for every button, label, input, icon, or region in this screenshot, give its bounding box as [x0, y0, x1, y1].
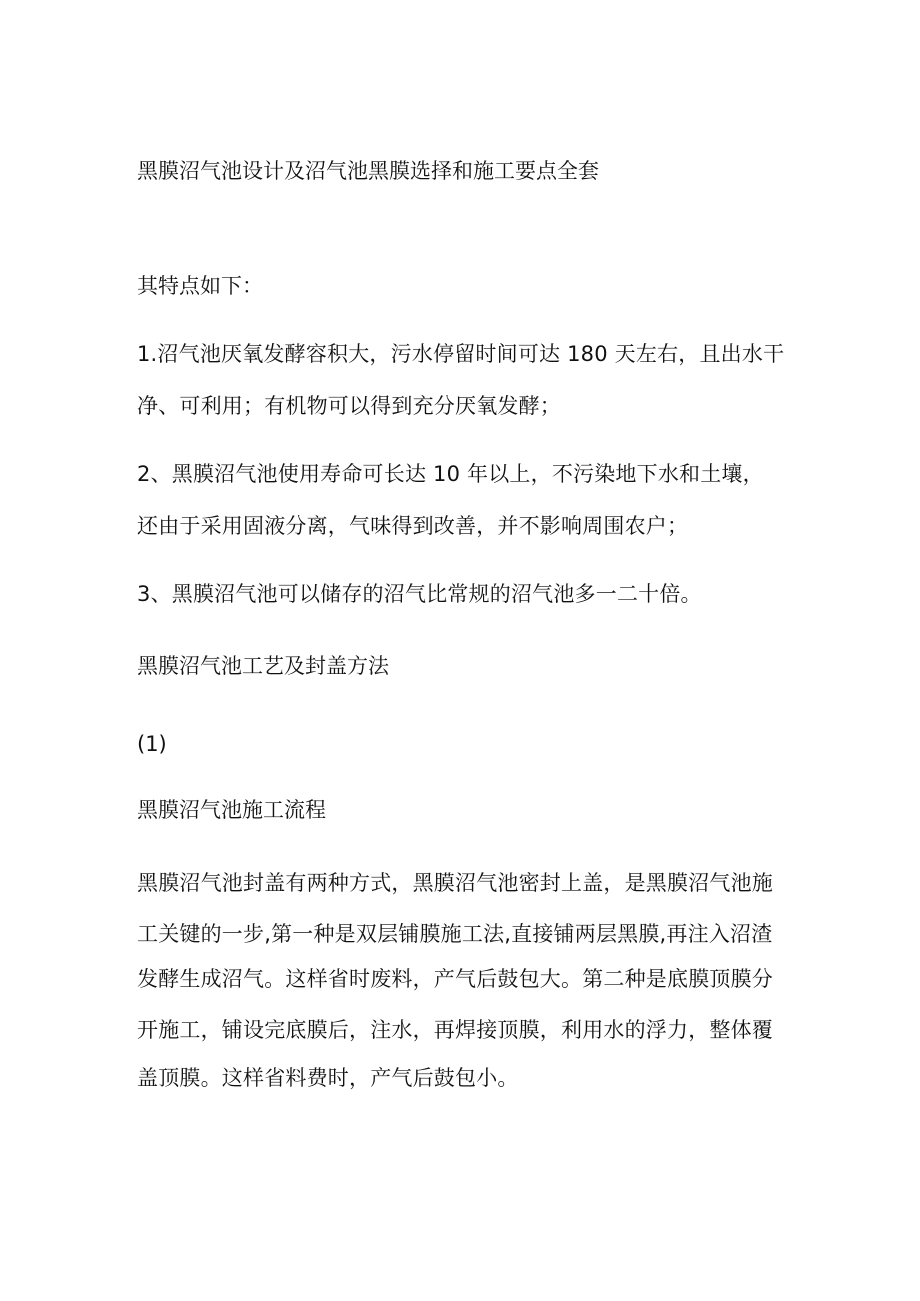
feature-2-line-1: 2、黑膜沼气池使用寿命可长达 10 年以上，不污染地下水和土壤， — [137, 462, 764, 486]
section-number: (1) — [137, 732, 167, 756]
paragraph-line-3: 发酵生成沼气。这样省时废料，产气后鼓包大。第二种是底膜顶膜分 — [137, 967, 773, 991]
document-title: 黑膜沼气池设计及沼气池黑膜选择和施工要点全套 — [137, 159, 599, 183]
feature-2-line-2: 还由于采用固液分离，气味得到改善，并不影响周围农户； — [137, 514, 689, 538]
feature-1-line-1: 1.沼气池厌氧发酵容积大，污水停留时间可达 180 天左右，且出水干 — [137, 342, 785, 366]
paragraph-line-2: 工关键的一步,第一种是双层铺膜施工法,直接铺两层黑膜,再注入沼渣 — [137, 922, 773, 946]
features-intro: 其特点如下： — [137, 274, 263, 298]
feature-1-line-2: 净、可利用；有机物可以得到充分厌氧发酵； — [137, 394, 561, 418]
paragraph-line-4: 开施工，铺设完底膜后，注水，再焊接顶膜，利用水的浮力，整体覆 — [137, 1018, 773, 1042]
feature-3: 3、黑膜沼气池可以储存的沼气比常规的沼气池多一二十倍。 — [137, 582, 702, 606]
section-heading: 黑膜沼气池工艺及封盖方法 — [137, 654, 389, 678]
paragraph-line-1: 黑膜沼气池封盖有两种方式，黑膜沼气池密封上盖，是黑膜沼气池施 — [137, 871, 773, 895]
paragraph-line-5: 盖顶膜。这样省料费时，产气后鼓包小。 — [137, 1066, 519, 1090]
subsection-heading: 黑膜沼气池施工流程 — [137, 798, 326, 822]
